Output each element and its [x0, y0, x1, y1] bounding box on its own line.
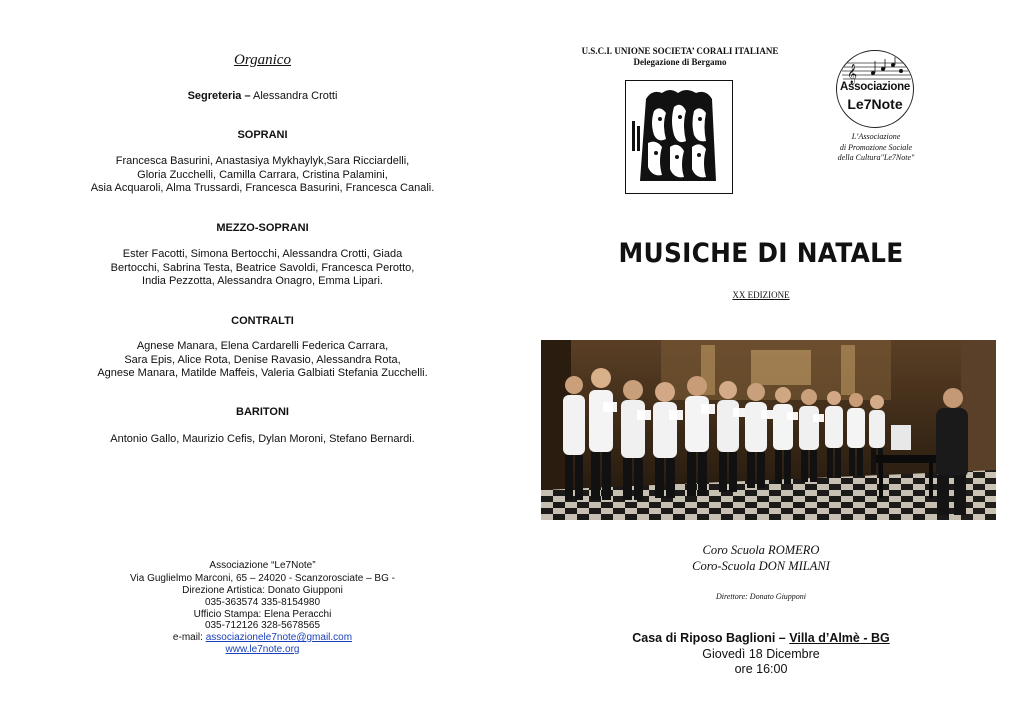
section-title-baritoni: BARITONI [236, 406, 289, 418]
association-name: Associazione “Le7Note” [209, 560, 316, 571]
press-office: Ufficio Stampa: Elena Peracchi [193, 609, 332, 620]
section-line: Agnese Manara, Elena Cardarelli Federica Carrara, [136, 340, 389, 352]
section-line: Antonio Gallo, Maurizio Cefis, Dylan Moroni, Stefano Bernardi. [110, 433, 415, 445]
logo-text-le7note: Le7Note [847, 96, 903, 112]
edition-label: XX EDIZIONE [732, 290, 790, 300]
event-title: MUSICHE DI NATALE [618, 238, 904, 269]
section-line: Sara Epis, Alice Rota, Denise Ravasio, Alessandra Rota, [124, 353, 401, 366]
left-panel [60, 0, 465, 724]
usci-header [530, 46, 830, 68]
svg-text:𝄞: 𝄞 [847, 64, 858, 84]
section-line: Ester Facotti, Simona Bertocchi, Alessandra Crotti, Giada [122, 248, 403, 260]
artistic-direction: Direzione Artistica: Donato Giupponi [182, 585, 343, 596]
section-line: Francesca Basurini, Anastasiya Mykhaylyk,Sara Ricciardelli, [115, 155, 410, 167]
section-line: Agnese Manara, Matilde Maffeis, Valeria Galbiati Stefania Zucchelli. [97, 367, 428, 379]
segreteria-name: Alessandra Crotti [253, 90, 338, 102]
event-time: ore 16:00 [734, 662, 788, 676]
email-link[interactable]: associazionele7note@gmail.com [205, 632, 353, 643]
phones-line-2: 035-712126 328-5678565 [204, 620, 321, 631]
choir-name-2: Coro-Scuola DON MILANI [692, 559, 830, 573]
choir-logo [625, 80, 733, 194]
usci-line-2: Delegazione di Bergamo [633, 57, 727, 67]
section-line: India Pezzotta, Alessandra Onagro, Emma Lipari. [142, 275, 383, 287]
choir-photo [541, 340, 996, 520]
le7note-logo [836, 50, 914, 128]
section-line: Asia Acquaroli, Alma Trussardi, Francesca Basurini, Francesca Canali. [90, 182, 435, 194]
email-line [60, 632, 465, 644]
caption-line: di Promozione Sociale [839, 142, 913, 152]
caption-line: L’Associazione [851, 132, 901, 141]
choir-name-1: Coro Scuola ROMERO [702, 543, 820, 557]
website-link[interactable]: www.le7note.org [225, 644, 300, 655]
logo-text-associazione: Associazione [840, 81, 910, 93]
organico-heading: Organico [234, 52, 291, 68]
director-line: Direttore: Donato Giupponi [715, 592, 807, 601]
section-line: Gloria Zucchelli, Camilla Carrara, Cristina Palamini, [137, 168, 388, 181]
choir-concert-image [541, 340, 996, 520]
venue-place: Casa di Riposo Baglioni – [632, 631, 786, 645]
caption-line: della Cultura"Le7Note" [837, 153, 915, 162]
phones-line-1: 035-363574 335-8154980 [204, 597, 321, 608]
venue-town: Villa d’Almè - BG [789, 631, 890, 645]
segreteria-label: Segreteria – [187, 90, 251, 102]
association-address: Via Guglielmo Marconi, 65 – 24020 - Scanzorosciate – BG - [130, 573, 395, 584]
section-line: Bertocchi, Sabrina Testa, Beatrice Savoldi, Francesca Perotto, [110, 261, 415, 274]
section-title-contralti: CONTRALTI [231, 315, 294, 327]
right-panel [530, 0, 1024, 724]
association-caption [814, 132, 938, 164]
segreteria-line [60, 90, 465, 104]
event-date: Giovedì 18 Dicembre [702, 647, 820, 661]
website-line [60, 644, 465, 656]
section-title-soprani: SOPRANI [237, 129, 288, 141]
email-label: e-mail: [172, 632, 206, 643]
choir-faces-icon [626, 81, 731, 192]
venue-line [530, 631, 992, 645]
section-title-mezzo-soprani: MEZZO-SOPRANI [216, 222, 309, 234]
usci-line-1: U.S.C.I. UNIONE SOCIETA’ CORALI ITALIANE [581, 46, 779, 56]
